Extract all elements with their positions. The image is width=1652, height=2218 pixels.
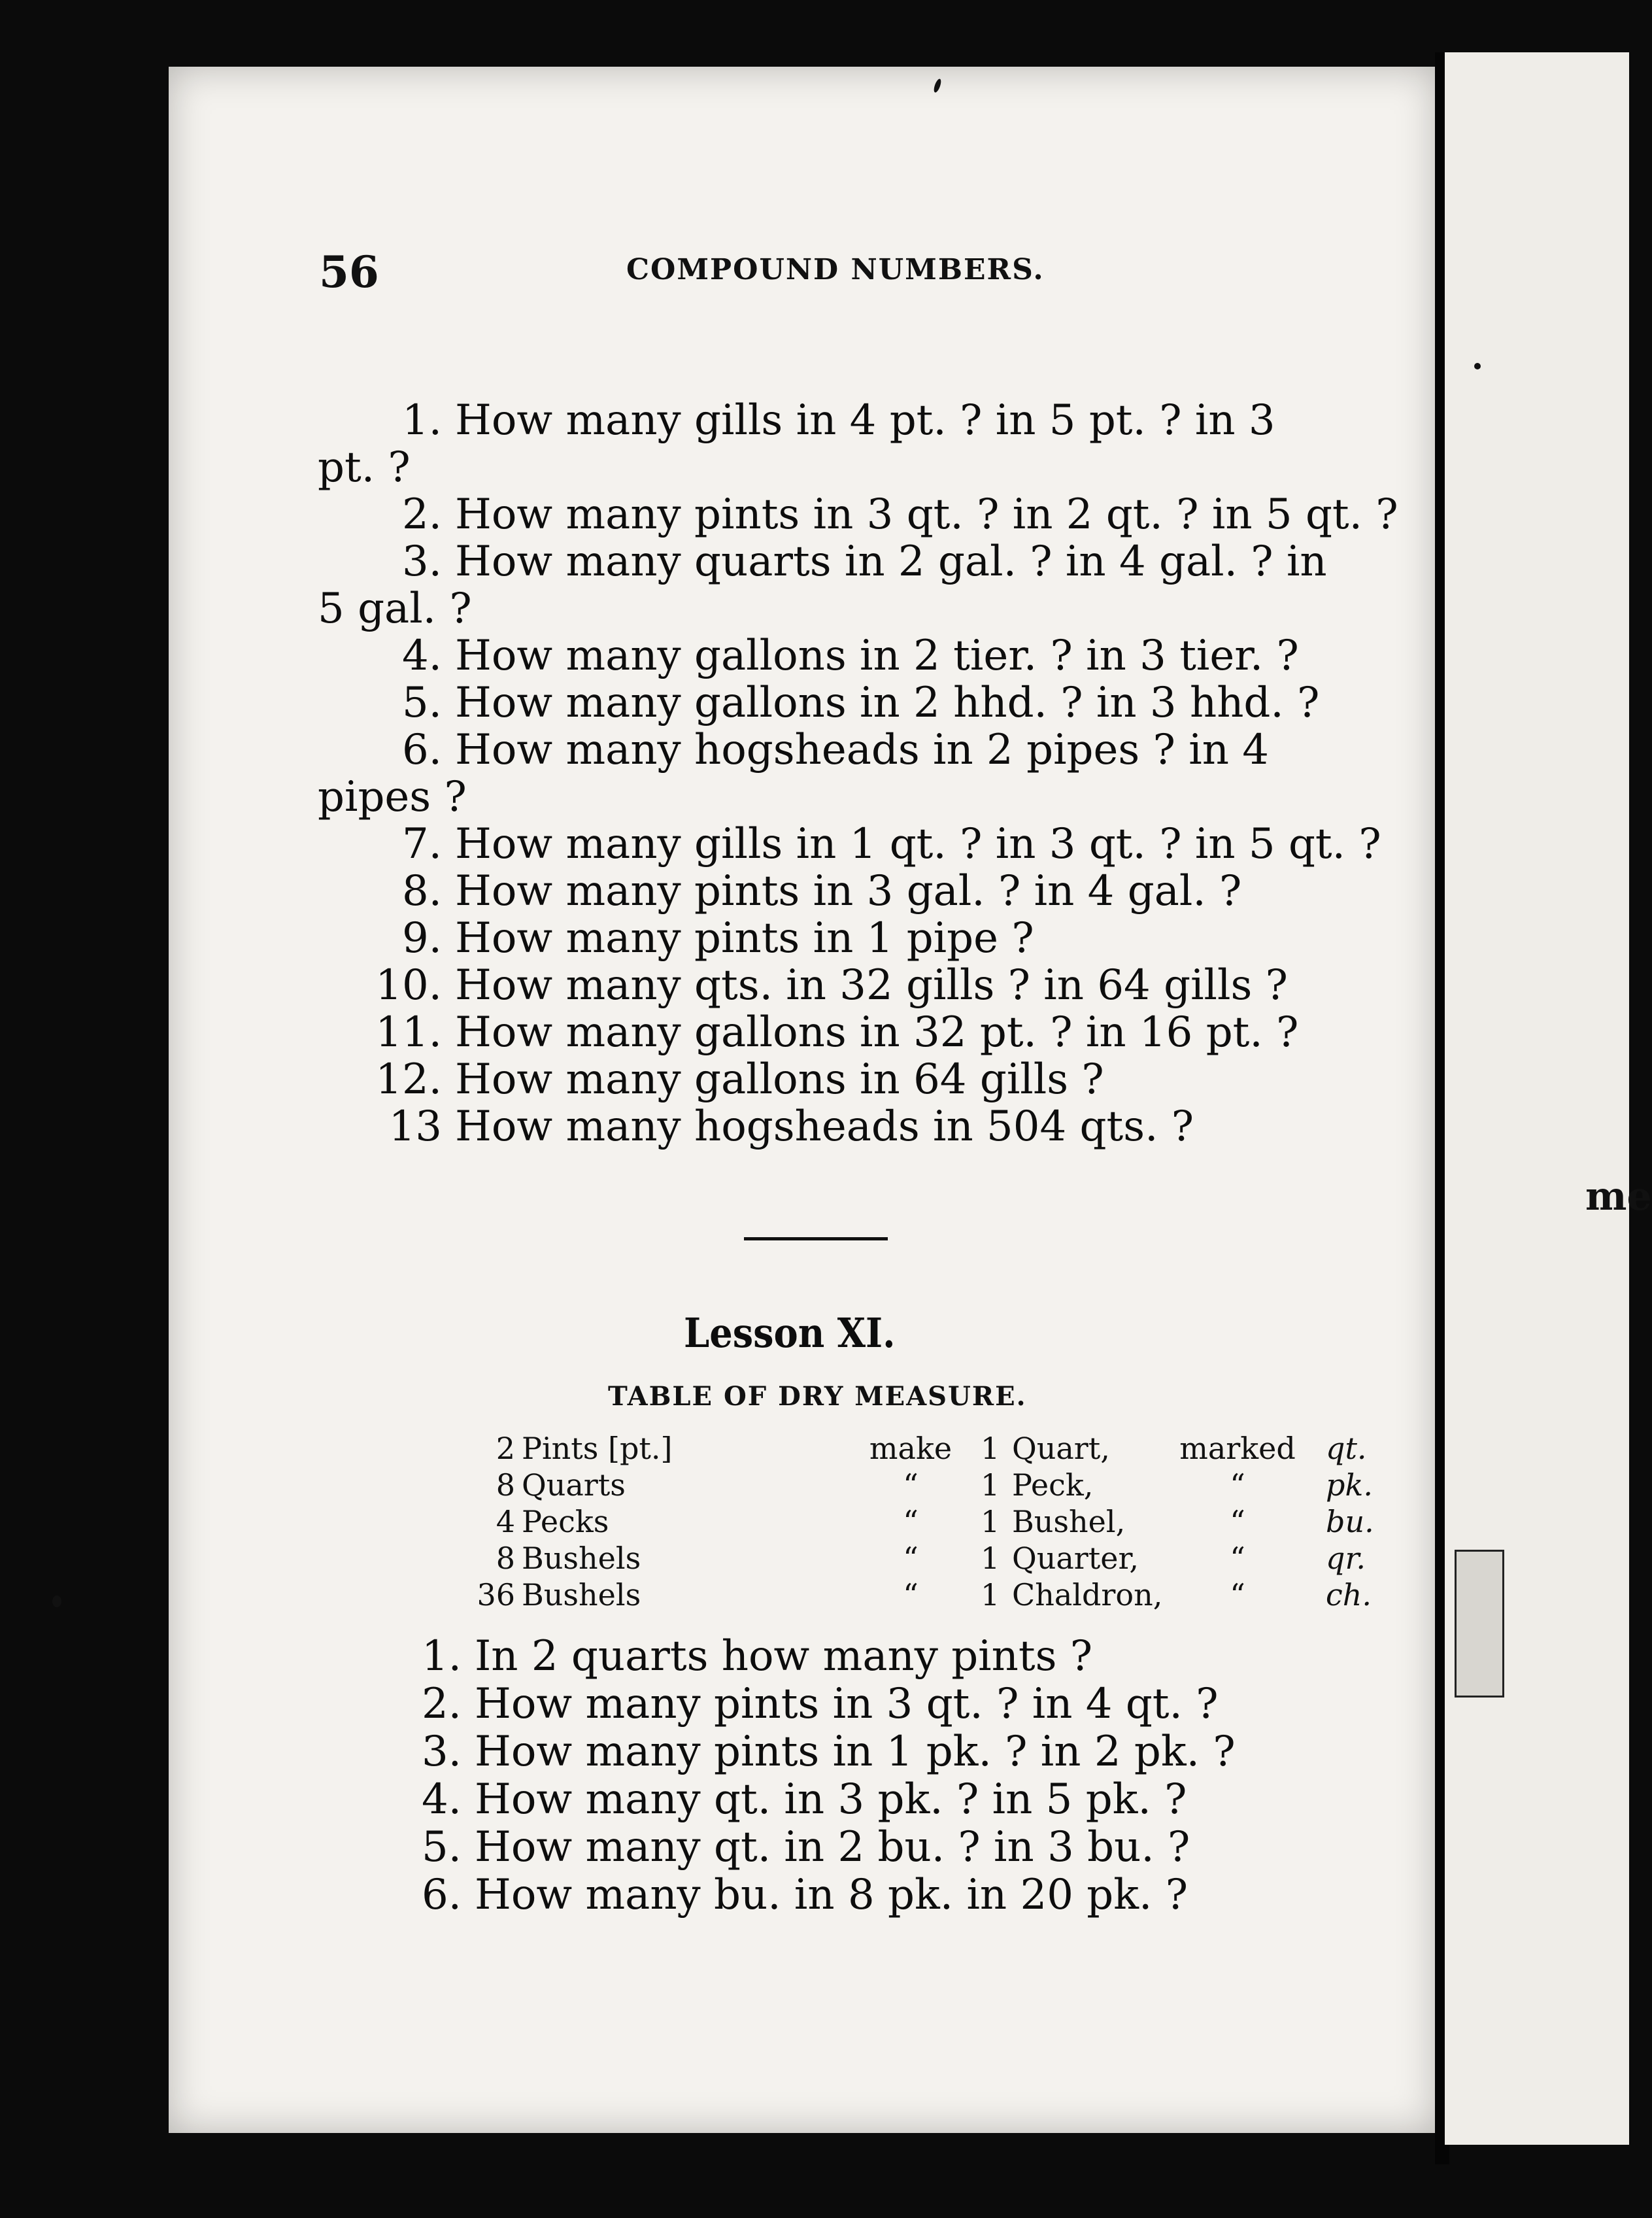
- running-head: COMPOUND NUMBERS.: [626, 253, 1045, 286]
- cell-larger-unit: Quart,: [1012, 1431, 1110, 1466]
- page-tab: [1455, 1550, 1504, 1698]
- dust-speck: [1474, 363, 1481, 369]
- question-number: 3.: [421, 1728, 462, 1776]
- question-text: How many gallons in 2 tier. ? in 3 tier. ?: [455, 632, 1299, 680]
- cell-larger-unit: Quarter,: [1012, 1541, 1139, 1576]
- question-text: pipes ?: [318, 773, 467, 821]
- question-number: 2.: [401, 490, 442, 539]
- question-number: 7.: [401, 820, 442, 868]
- question-text: How many gills in 1 qt. ? in 3 qt. ? in 5 qt. ?: [455, 820, 1381, 868]
- cell-verb: “: [903, 1577, 919, 1612]
- facing-page-text: me: [1585, 1174, 1652, 1220]
- cell-abbreviation: pk.: [1326, 1467, 1373, 1503]
- table-title: TABLE OF DRY MEASURE.: [608, 1381, 1027, 1412]
- cell-larger-unit: Peck,: [1012, 1467, 1094, 1503]
- question-text: How many qt. in 3 pk. ? in 5 pk. ?: [475, 1775, 1187, 1824]
- question-continuation: [318, 585, 1475, 632]
- cell-one: 1: [981, 1467, 1000, 1503]
- question-item: [318, 1728, 1475, 1776]
- question-text: In 2 quarts how many pints ?: [475, 1632, 1093, 1681]
- book-page: [169, 67, 1437, 2133]
- question-item: [318, 397, 1475, 444]
- facing-page-edge: [1445, 52, 1652, 2145]
- question-number: 1.: [421, 1632, 462, 1681]
- cell-larger-unit: Bushel,: [1012, 1504, 1126, 1539]
- question-number: 4.: [401, 632, 442, 680]
- cell-verb: make: [869, 1431, 952, 1466]
- question-item: [318, 1633, 1475, 1681]
- liquid-question-list: [318, 397, 1475, 1150]
- question-number: 11.: [375, 1008, 442, 1057]
- question-number: 6.: [401, 726, 442, 774]
- question-item: [318, 491, 1475, 538]
- question-item: [318, 1681, 1475, 1728]
- question-text: How many pints in 1 pk. ? in 2 pk. ?: [475, 1728, 1236, 1776]
- question-item: [318, 1056, 1475, 1103]
- question-continuation: [318, 444, 1475, 491]
- question-item: [318, 821, 1475, 868]
- question-text: How many gills in 4 pt. ? in 5 pt. ? in 3: [455, 396, 1275, 445]
- question-number: 5.: [421, 1823, 462, 1871]
- question-text: How many quarts in 2 gal. ? in 4 gal. ? in: [455, 537, 1327, 586]
- cell-count: 2: [496, 1431, 515, 1466]
- cell-abbreviation: qt.: [1326, 1431, 1367, 1466]
- cell-larger-unit: Chaldron,: [1012, 1577, 1163, 1612]
- cell-unit: Bushels: [522, 1577, 641, 1612]
- question-continuation: [318, 774, 1475, 821]
- dry-question-list: [318, 1633, 1475, 1919]
- question-text: How many pints in 1 pipe ?: [455, 914, 1034, 963]
- cell-marked: “: [1230, 1577, 1245, 1612]
- question-item: [318, 868, 1475, 915]
- question-item: [318, 632, 1475, 679]
- cell-count: 36: [477, 1577, 515, 1612]
- page-number: 56: [319, 247, 379, 298]
- cell-verb: “: [903, 1541, 919, 1576]
- question-number: 5.: [401, 679, 442, 727]
- question-number: 4.: [421, 1775, 462, 1824]
- question-item: [318, 1776, 1475, 1824]
- question-text: How many qt. in 2 bu. ? in 3 bu. ?: [475, 1823, 1190, 1871]
- question-item: [318, 538, 1475, 585]
- section-divider: [744, 1237, 888, 1240]
- question-number: 12.: [375, 1055, 442, 1104]
- question-item: [318, 1824, 1475, 1871]
- cell-abbreviation: bu.: [1326, 1504, 1374, 1539]
- question-item: [318, 679, 1475, 726]
- question-text: How many hogsheads in 2 pipes ? in 4: [455, 726, 1269, 774]
- question-item: [318, 1871, 1475, 1919]
- question-text: How many gallons in 64 gills ?: [455, 1055, 1104, 1104]
- cell-unit: Pecks: [522, 1504, 609, 1539]
- cell-unit: Quarts: [522, 1467, 626, 1503]
- cell-marked: “: [1230, 1504, 1245, 1539]
- cell-count: 8: [496, 1467, 515, 1503]
- question-number: 1.: [401, 396, 442, 445]
- question-text: 5 gal. ?: [318, 585, 472, 633]
- cell-one: 1: [981, 1577, 1000, 1612]
- question-text: How many gallons in 2 hhd. ? in 3 hhd. ?: [455, 679, 1320, 727]
- cell-count: 4: [496, 1504, 515, 1539]
- lesson-title-text: Lesson XI.: [684, 1309, 896, 1357]
- question-text: How many bu. in 8 pk. in 20 pk. ?: [475, 1871, 1188, 1919]
- question-number: 6.: [421, 1871, 462, 1919]
- question-number: 2.: [421, 1680, 462, 1728]
- question-text: How many pints in 3 qt. ? in 4 qt. ?: [475, 1680, 1219, 1728]
- question-number: 13: [388, 1102, 442, 1151]
- cell-abbreviation: ch.: [1326, 1577, 1372, 1612]
- question-number: 10.: [375, 961, 442, 1010]
- question-text: How many pints in 3 qt. ? in 2 qt. ? in 5 qt. ?: [455, 490, 1398, 539]
- cell-one: 1: [981, 1541, 1000, 1576]
- question-item: [318, 726, 1475, 774]
- question-item: [318, 962, 1475, 1009]
- question-text: pt. ?: [318, 443, 411, 492]
- question-item: [318, 1009, 1475, 1056]
- cell-marked: marked: [1179, 1431, 1296, 1466]
- question-text: How many pints in 3 gal. ? in 4 gal. ?: [455, 867, 1242, 915]
- cell-abbreviation: qr.: [1326, 1541, 1366, 1576]
- question-item: [318, 915, 1475, 962]
- cell-marked: “: [1230, 1541, 1245, 1576]
- cell-verb: “: [903, 1467, 919, 1503]
- question-text: How many hogsheads in 504 qts. ?: [455, 1102, 1194, 1151]
- cell-marked: “: [1230, 1467, 1245, 1503]
- question-text: How many gallons in 32 pt. ? in 16 pt. ?: [455, 1008, 1299, 1057]
- cell-verb: “: [903, 1504, 919, 1539]
- cell-one: 1: [981, 1431, 1000, 1466]
- question-number: 9.: [401, 914, 442, 963]
- lesson-title: [169, 1309, 907, 1357]
- cell-unit: Pints [pt.]: [522, 1431, 673, 1466]
- question-number: 3.: [401, 537, 442, 586]
- question-item: [318, 1103, 1475, 1150]
- cell-unit: Bushels: [522, 1541, 641, 1576]
- cell-one: 1: [981, 1504, 1000, 1539]
- dust-speck: [52, 1595, 61, 1607]
- question-number: 8.: [401, 867, 442, 915]
- cell-count: 8: [496, 1541, 515, 1576]
- question-text: How many qts. in 32 gills ? in 64 gills ?: [455, 961, 1288, 1010]
